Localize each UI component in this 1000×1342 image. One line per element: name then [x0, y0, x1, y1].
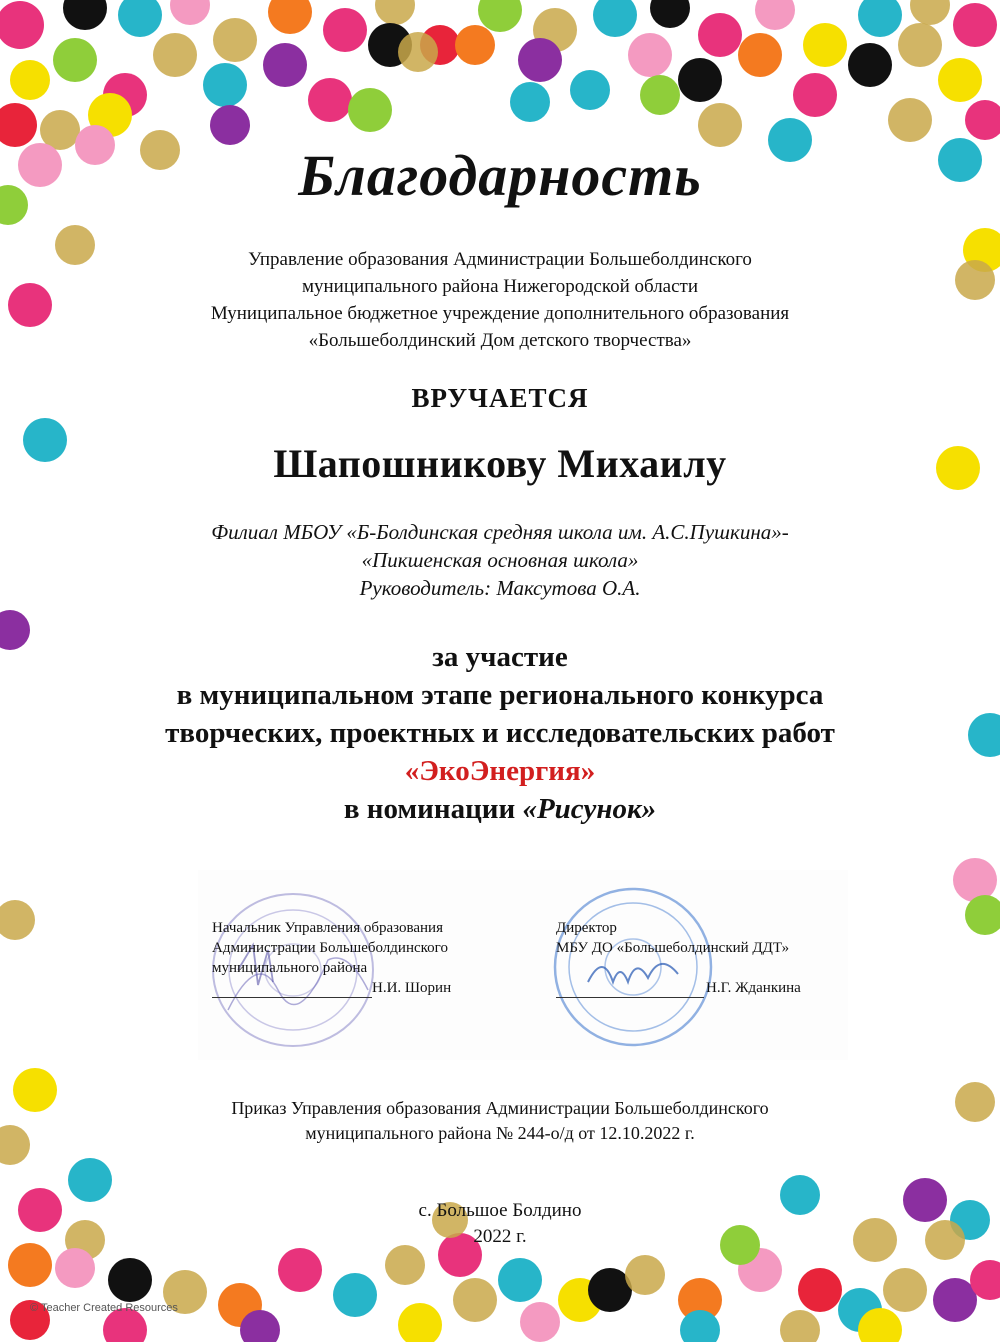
confetti-dot: [650, 0, 690, 28]
reason-line: творческих, проектных и исследовательских работ: [165, 717, 835, 749]
confetti-dot: [678, 58, 722, 102]
confetti-dot: [0, 1, 44, 49]
school-block: [0, 518, 1000, 602]
confetti-dot: [520, 1302, 560, 1342]
confetti-dot: [0, 900, 35, 940]
confetti-dot: [640, 75, 680, 115]
confetti-dot: [593, 0, 637, 37]
confetti-dot: [793, 73, 837, 117]
school-line: «Пикшенская основная школа»: [361, 548, 639, 572]
confetti-dot: [628, 33, 672, 77]
confetti-dot: [63, 0, 107, 30]
left-title-line: муниципального района: [212, 960, 368, 976]
confetti-dot: [153, 33, 197, 77]
order-block: [0, 1096, 1000, 1146]
confetti-dot: [848, 43, 892, 87]
supervisor-line: Руководитель: Максутова О.А.: [359, 576, 641, 600]
year: 2022 г.: [473, 1226, 527, 1247]
left-title-line: Начальник Управления образования: [212, 920, 443, 936]
confetti-dot: [10, 60, 50, 100]
right-signatory-name: Н.Г. Жданкина: [706, 980, 801, 996]
confetti-dot: [933, 1278, 977, 1322]
school-line: Филиал МБОУ «Б-Болдинская средняя школа им. А.С.Пушкина»-: [211, 520, 789, 544]
certificate-title: Благодарность: [298, 143, 702, 208]
confetti-dot: [0, 103, 37, 147]
left-signature-title: [212, 918, 448, 978]
confetti-dot: [213, 18, 257, 62]
right-signature-title: [556, 918, 789, 958]
left-title-line: Администрации Большеболдинского: [212, 940, 448, 956]
confetti-dot: [898, 23, 942, 67]
order-line: Приказ Управления образования Администрации Большеболдинского: [231, 1098, 769, 1118]
place-name: с. Большое Болдино: [418, 1200, 582, 1221]
reason-block: [0, 638, 1000, 828]
confetti-dot: [55, 1248, 95, 1288]
confetti-dot: [53, 38, 97, 82]
confetti-dot: [953, 3, 997, 47]
organization-line: «Большеболдинский Дом детского творчества»: [308, 330, 692, 351]
left-signature-line: [212, 997, 372, 998]
organization-line: Муниципальное бюджетное учреждение дополнительного образования: [210, 303, 790, 324]
confetti-dot: [308, 78, 352, 122]
right-title-line: МБУ ДО «Большеболдинский ДДТ»: [556, 940, 790, 956]
confetti-dot: [698, 13, 742, 57]
confetti-dot: [738, 33, 782, 77]
reason-line: в муниципальном этапе регионального конкурса: [176, 679, 824, 711]
nomination-name: «Рисунок»: [522, 793, 657, 825]
confetti-dot: [953, 858, 997, 902]
publisher-watermark: © Teacher Created Resources: [30, 1302, 178, 1314]
confetti-dot: [518, 38, 562, 82]
confetti-dot: [803, 23, 847, 67]
confetti-dot: [625, 1255, 665, 1295]
confetti-dot: [478, 0, 522, 32]
confetti-dot: [263, 43, 307, 87]
confetti-dot: [268, 0, 312, 34]
confetti-dot: [398, 1303, 442, 1342]
confetti-dot: [398, 32, 438, 72]
recipient-name: Шапошникову Михаилу: [273, 441, 727, 486]
confetti-dot: [375, 0, 415, 25]
confetti-dot: [883, 1268, 927, 1312]
confetti-dot: [118, 0, 162, 37]
confetti-dot: [780, 1310, 820, 1342]
confetti-dot: [858, 0, 902, 37]
confetti-dot: [333, 1273, 377, 1317]
left-signatory-name: Н.И. Шорин: [372, 980, 452, 996]
confetti-dot: [203, 63, 247, 107]
confetti-dot: [278, 1248, 322, 1292]
order-line: муниципального района № 244-о/д от 12.10.2022 г.: [305, 1123, 695, 1143]
confetti-dot: [888, 98, 932, 142]
confetti-dot: [510, 82, 550, 122]
contest-name: «ЭкоЭнергия»: [404, 755, 596, 787]
confetti-dot: [210, 105, 250, 145]
confetti-dot: [455, 25, 495, 65]
reason-line: за участие: [432, 641, 568, 673]
right-signature-line: [556, 997, 704, 998]
right-title-line: Директор: [556, 920, 617, 936]
confetti-dot: [570, 70, 610, 110]
place-block: [0, 1198, 1000, 1250]
organization-block: [0, 246, 1000, 354]
confetti-dot: [698, 103, 742, 147]
award-label: ВРУЧАЕТСЯ: [411, 383, 589, 413]
confetti-dot: [348, 88, 392, 132]
confetti-dot: [965, 100, 1000, 140]
nomination-prefix: в номинации: [343, 793, 523, 825]
organization-line: Управление образования Администрации Большеболдинского: [248, 249, 752, 270]
confetti-dot: [108, 1258, 152, 1302]
confetti-dot: [910, 0, 950, 25]
confetti-dot: [170, 0, 210, 25]
right-stamp: [548, 882, 718, 1052]
confetti-dot: [498, 1258, 542, 1302]
confetti-dot: [68, 1158, 112, 1202]
signature-area: [198, 870, 848, 1060]
confetti-dot: [755, 0, 795, 30]
nomination-line: [0, 790, 1000, 828]
confetti-dot: [323, 8, 367, 52]
confetti-dot: [453, 1278, 497, 1322]
confetti-dot: [938, 58, 982, 102]
confetti-dot: [385, 1245, 425, 1285]
confetti-dot: [798, 1268, 842, 1312]
organization-line: муниципального района Нижегородской области: [301, 276, 699, 297]
